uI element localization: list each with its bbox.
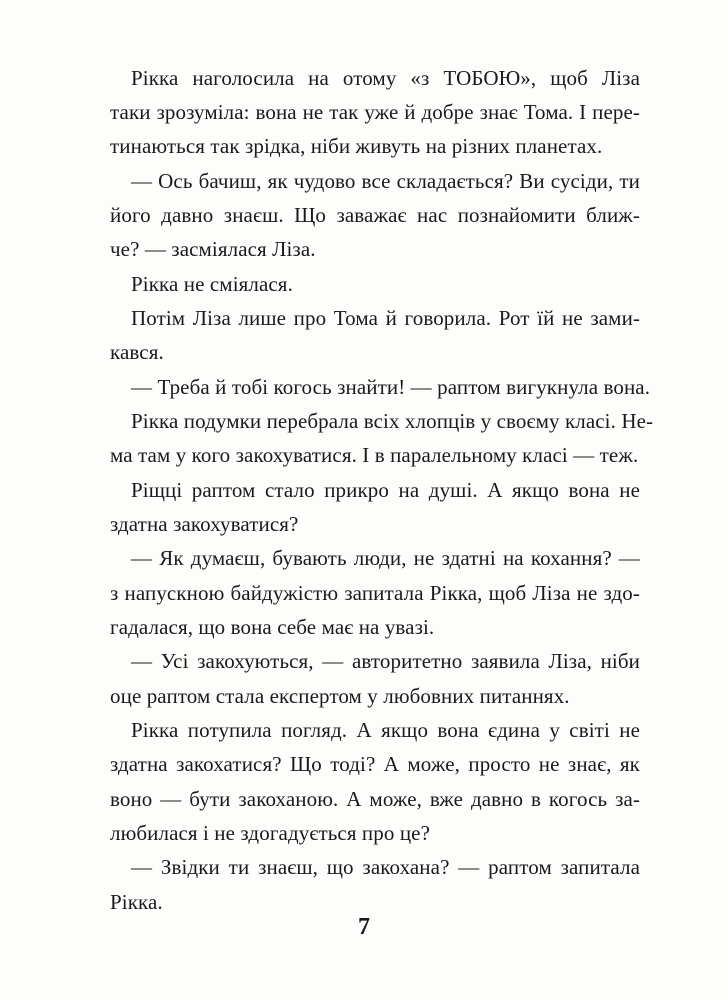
text-line: — Ось бачиш, як чудово все складається? Ви сусіди, ти bbox=[131, 169, 640, 193]
text-line: Ріщці раптом стало прикро на душі. А якщо вона не bbox=[131, 478, 640, 502]
text-line: любилася і не здогадується про це? bbox=[110, 821, 430, 845]
text-line: здатна закохатися? Що тоді? А може, просто не знає, як bbox=[110, 752, 640, 776]
text-line: здатна закохуватися? bbox=[110, 512, 299, 536]
text-line: Рікка не сміялася. bbox=[131, 272, 293, 296]
text-line: — Як думаєш, бувають люди, не здатні на кохання? — bbox=[131, 546, 640, 570]
text-line: — Звідки ти знаєш, що закохана? — раптом запитала bbox=[131, 855, 640, 879]
page-number: 7 bbox=[358, 914, 370, 940]
text-line: воно — бути закоханою. А може, вже давно в когось за- bbox=[110, 787, 640, 811]
text-line: оце раптом стала експертом у любовних питаннях. bbox=[110, 684, 570, 708]
text-line: ма там у кого закохуватися. І в паралельному класі — теж. bbox=[110, 443, 639, 467]
text-line: з напускною байдужістю запитала Рікка, щоб Ліза не здо- bbox=[110, 581, 640, 605]
text-line: — Треба й тобі когось знайти! — раптом вигукнула вона. bbox=[131, 375, 651, 399]
text-line: Рікка потупила погляд. А якщо вона єдина у світі не bbox=[131, 718, 640, 742]
text-line: Рікка. bbox=[110, 890, 163, 914]
text-line: таки зрозуміла: вона не так уже й добре знає Тома. І пере- bbox=[110, 100, 640, 124]
text-line: Рікка подумки перебрала всіх хлопців у своєму класі. Не- bbox=[131, 409, 654, 433]
text-line: тинаються так зрідка, ніби живуть на різних планетах. bbox=[110, 134, 603, 158]
text-line: — Усі закохуються, — авторитетно заявила Ліза, ніби bbox=[131, 649, 640, 673]
text-line: че? — засміялася Ліза. bbox=[110, 237, 316, 261]
text-line: кався. bbox=[110, 340, 164, 364]
text-line: Потім Ліза лише про Тома й говорила. Рот їй не зами- bbox=[131, 306, 640, 330]
text-line: гадалася, що вона себе має на увазі. bbox=[110, 615, 435, 639]
text-line: Рікка наголосила на отому «з ТОБОЮ», щоб Ліза bbox=[131, 66, 640, 90]
text-line: його давно знаєш. Що заважає нас познайомити ближ- bbox=[110, 203, 640, 227]
